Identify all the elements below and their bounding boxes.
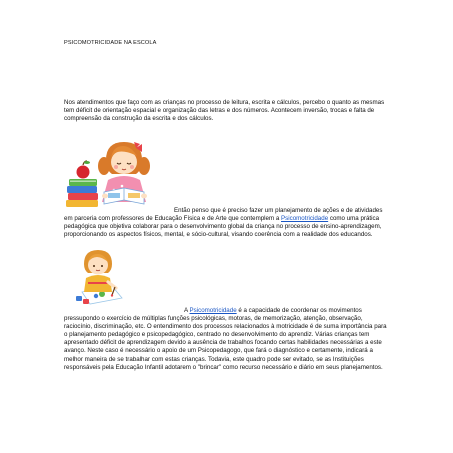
paragraph-definition-start: A (184, 307, 190, 314)
page-title: PSICOMOTRICIDADE NA ESCOLA (64, 40, 157, 46)
paragraph-planning-rest: como uma prática pedagógica que objetiva colaborar para o desenvolvimento global da criança no processo de ensino-aprendizagem, proporcionando os aspectos físicos, mental, e sócio-cultural, visando coerência com a realidade dos educandos. (64, 215, 382, 239)
paragraph-intro: Nos atendimentos que faço com as crianças no processo de leitura, escrita e cálculos, percebo o quanto as mesmas tem déficit de orientação espacial e organização das letras e dos números. Acontecem inversão, trocas e falta de compreensão da construção da escrita e dos cálculos. (64, 99, 385, 123)
paragraph-definition (64, 307, 390, 372)
paragraph-planning-start: Então penso que é preciso fazer um planejamento de ações e de atividades em parceria com professores de Educação Física e de Arte que contemplem a (64, 207, 383, 223)
paragraph-planning (64, 207, 390, 239)
child-painting-illustration (72, 248, 124, 306)
girl-reading-books-illustration (64, 140, 174, 210)
paragraph-definition-rest: é a capacidade de coordenar os movimentos pressupondo o exercício de múltiplas funções psicológicas, motoras, de memorização, atenção, observação, raciocínio, discriminação, etc. O entendimento dos processos relacionados à motricidade é de suma importância para o planejamento pedagógico e psicopedagógico, centrado no desenvolvimento do aprendiz. Várias crianças tem apresentado déficit de aprendizagem devido a ausência de trabalhos focando certas habilidades necessárias a este avanço. Neste caso é necessário o apoio de um Psicopedagogo, que fará o diagnóstico e certamente, indicará a melhor maneira de se trabalhar com estas crianças. Todavia, este quadro pode ser evitado, se as Instituições responsáveis pela Educação Infantil adotarem o "brincar" como recurso necessário e diário em seus planejamentos. (64, 307, 387, 371)
psicomotricidade-link[interactable]: Psicomotricidade (281, 215, 329, 223)
psicomotricidade-link-2[interactable]: Psicomotricidade (189, 307, 237, 314)
